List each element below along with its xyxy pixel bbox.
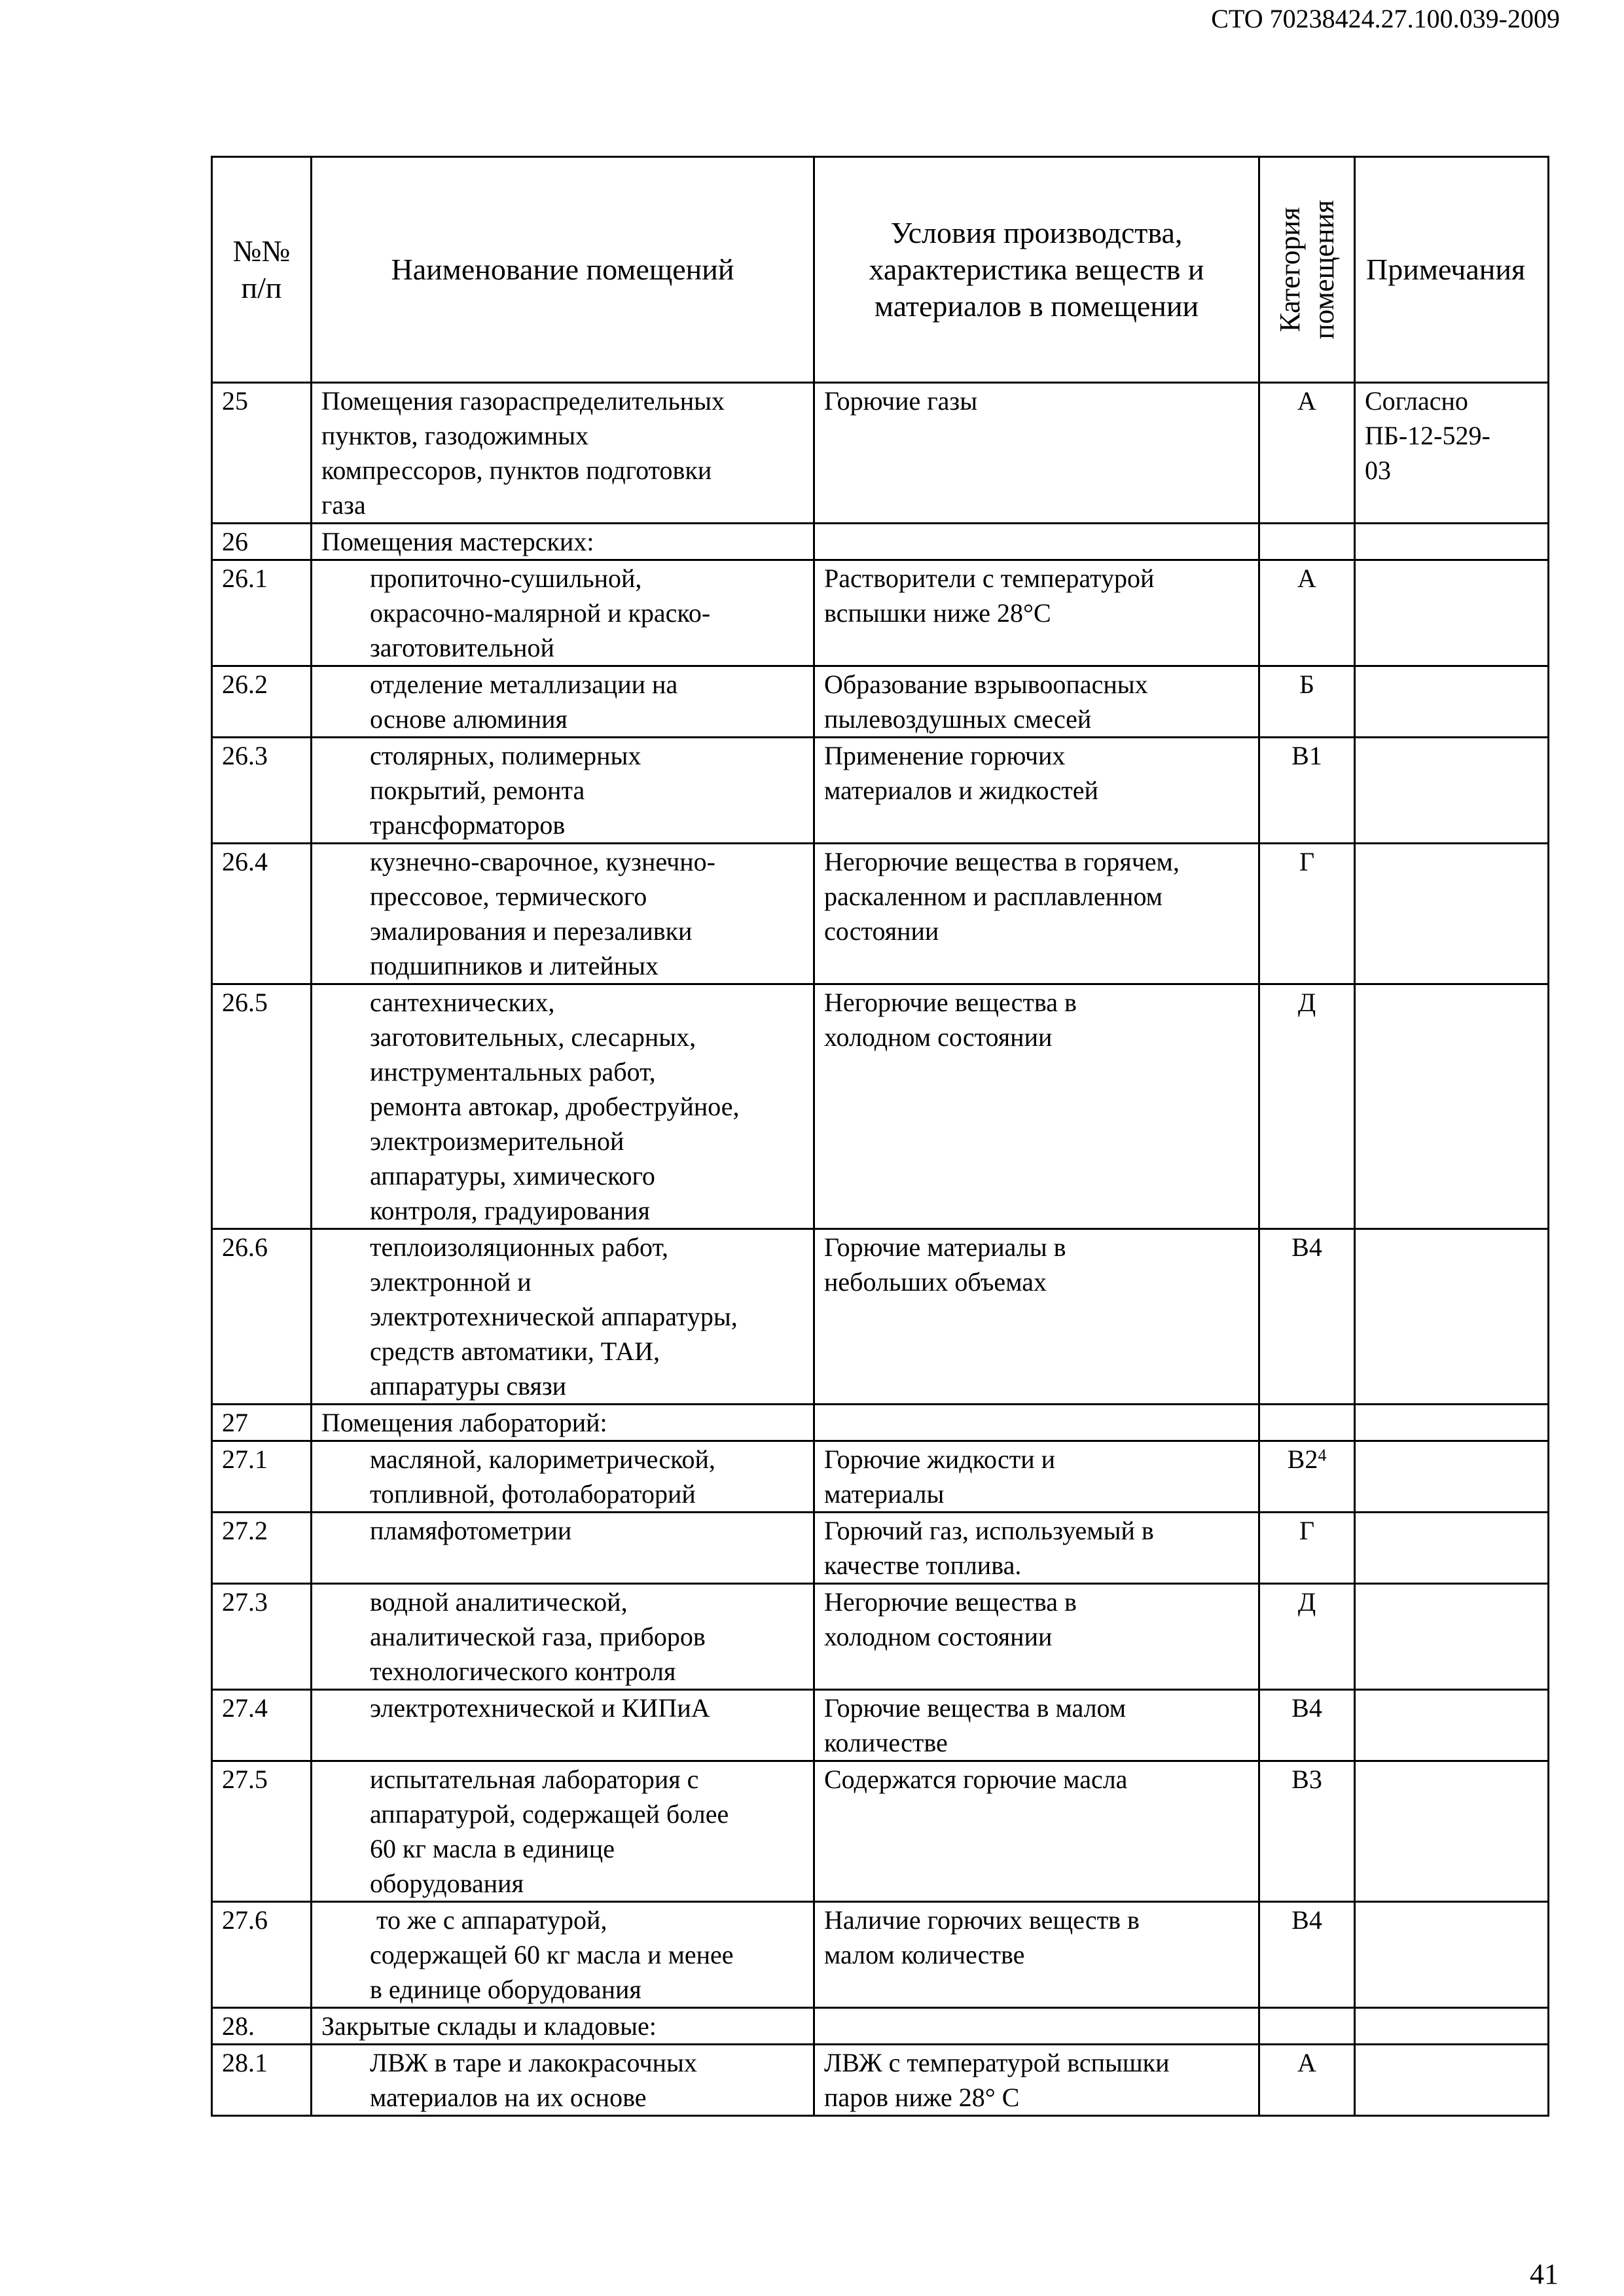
cell-num-text: 27.5: [222, 1765, 268, 1794]
header-category-text: Категория помещения: [1273, 200, 1340, 340]
cell-room-name: [312, 524, 814, 560]
cell-note: [1355, 1229, 1549, 1405]
cell-note: [1355, 844, 1549, 984]
cell-conditions-text: Растворители с температурой вспышки ниже 28°С: [824, 564, 1155, 628]
cell-conditions-text: Горючие газы: [824, 386, 978, 416]
cell-category: [1259, 383, 1355, 524]
cell-room-name-text: испытательная лаборатория с аппаратурой, содержащей более 60 кг масла в единице оборудования: [370, 1765, 729, 1898]
cell-category-text: В4: [1291, 1232, 1322, 1262]
cell-num: [212, 1405, 312, 1441]
table-row: [212, 1902, 1549, 2008]
cell-room-name-text: Закрытые склады и кладовые:: [321, 2011, 657, 2041]
header-notes: Примечания: [1355, 157, 1549, 383]
cell-room-name: [312, 1405, 814, 1441]
table-row: [212, 738, 1549, 844]
table-row: [212, 1441, 1549, 1513]
cell-category: [1259, 666, 1355, 738]
cell-note: [1355, 2045, 1549, 2116]
cell-room-name-text: теплоизоляционных работ, электронной и электротехнической аппаратуры, средств автоматики, ТАИ, аппаратуры связи: [370, 1232, 738, 1401]
category-superscript: 4: [1318, 1446, 1327, 1465]
table-row: [212, 1513, 1549, 1584]
cell-num: [212, 1584, 312, 1690]
cell-note: [1355, 2008, 1549, 2045]
cell-num-text: 26.4: [222, 847, 268, 876]
cell-room-name: [312, 1902, 814, 2008]
cell-num-text: 26.2: [222, 670, 268, 699]
cell-room-name: [312, 1441, 814, 1513]
cell-conditions: [814, 844, 1259, 984]
cell-category: [1259, 2008, 1355, 2045]
cell-num: [212, 844, 312, 984]
cell-note: [1355, 984, 1549, 1229]
cell-room-name-text: то же с аппаратурой, содержащей 60 кг масла и менее в единице оборудования: [370, 1905, 734, 2004]
cell-conditions: [814, 1441, 1259, 1513]
cell-num: [212, 1761, 312, 1902]
room-category-table: [211, 156, 1549, 2117]
header-category: [1259, 157, 1355, 383]
cell-room-name: [312, 984, 814, 1229]
cell-room-name-text: пропиточно-сушильной, окрасочно-малярной и краско- заготовительной: [370, 564, 711, 662]
cell-room-name-text: Помещения мастерских:: [321, 527, 594, 556]
table-row: [212, 2045, 1549, 2116]
cell-room-name-text: масляной, калориметрической, топливной, фотолабораторий: [370, 1444, 715, 1509]
cell-note: [1355, 1513, 1549, 1584]
table-row: [212, 1405, 1549, 1441]
cell-room-name: [312, 1513, 814, 1584]
cell-num-text: 26.5: [222, 988, 268, 1017]
cell-conditions: [814, 666, 1259, 738]
cell-category: [1259, 844, 1355, 984]
cell-note: [1355, 738, 1549, 844]
cell-conditions: [814, 984, 1259, 1229]
header-room-name: Наименование помещений: [312, 157, 814, 383]
header-conditions: Условия производства, характеристика веществ и материалов в помещении: [814, 157, 1259, 383]
cell-note: [1355, 1405, 1549, 1441]
cell-num: [212, 383, 312, 524]
table-row: [212, 2008, 1549, 2045]
cell-note: [1355, 1584, 1549, 1690]
page-number: 41: [1530, 2258, 1559, 2290]
cell-room-name-text: Помещения газораспределительных пунктов, газодожимных компрессоров, пунктов подготовки газа: [321, 386, 725, 520]
cell-category: [1259, 1761, 1355, 1902]
cell-category: [1259, 1405, 1355, 1441]
cell-note: [1355, 1761, 1549, 1902]
cell-room-name-text: электротехнической и КИПиА: [370, 1693, 710, 1723]
cell-conditions-text: Негорючие вещества в горячем, раскаленном и расплавленном состоянии: [824, 847, 1180, 946]
table-row: [212, 844, 1549, 984]
header-num: №№ п/п: [212, 157, 312, 383]
cell-conditions-text: Горючие жидкости и материалы: [824, 1444, 1056, 1509]
cell-conditions: [814, 1405, 1259, 1441]
cell-category: [1259, 1513, 1355, 1584]
cell-conditions: [814, 1902, 1259, 2008]
cell-room-name-text: пламяфотометрии: [370, 1516, 572, 1545]
cell-num-text: 25: [222, 386, 248, 416]
cell-num: [212, 1229, 312, 1405]
cell-room-name-text: ЛВЖ в таре и лакокрасочных материалов на их основе: [370, 2048, 697, 2112]
cell-note: [1355, 524, 1549, 560]
cell-num: [212, 984, 312, 1229]
cell-conditions-text: Образование взрывоопасных пылевоздушных смесей: [824, 670, 1148, 734]
table-row: [212, 1229, 1549, 1405]
cell-room-name: [312, 383, 814, 524]
cell-num: [212, 1441, 312, 1513]
cell-note: [1355, 1902, 1549, 2008]
cell-conditions: [814, 2008, 1259, 2045]
cell-conditions-text: Содержатся горючие масла: [824, 1765, 1128, 1794]
cell-num: [212, 2045, 312, 2116]
cell-category-text: А: [1297, 564, 1316, 593]
cell-conditions: [814, 383, 1259, 524]
cell-conditions-text: Наличие горючих веществ в малом количестве: [824, 1905, 1140, 1969]
cell-room-name: [312, 560, 814, 666]
cell-num-text: 26: [222, 527, 248, 556]
cell-category: [1259, 1441, 1355, 1513]
cell-category-text: Д: [1297, 988, 1316, 1017]
cell-num-text: 26.3: [222, 741, 268, 770]
cell-note: [1355, 666, 1549, 738]
cell-room-name-text: водной аналитической, аналитической газа, приборов технологического контроля: [370, 1587, 706, 1686]
table-row: [212, 1690, 1549, 1761]
cell-note: [1355, 1690, 1549, 1761]
cell-num-text: 27.2: [222, 1516, 268, 1545]
cell-room-name-text: отделение металлизации на основе алюминия: [370, 670, 678, 734]
cell-category: [1259, 984, 1355, 1229]
cell-note-text: Согласно ПБ-12-529- 03: [1365, 386, 1490, 485]
cell-conditions: [814, 524, 1259, 560]
table-header-row: [212, 157, 1549, 383]
cell-conditions-text: Горючие вещества в малом количестве: [824, 1693, 1127, 1757]
cell-num: [212, 2008, 312, 2045]
cell-num-text: 26.1: [222, 564, 268, 593]
cell-num: [212, 1902, 312, 2008]
cell-conditions-text: ЛВЖ с температурой вспышки паров ниже 28° С: [824, 2048, 1170, 2112]
cell-category: [1259, 1690, 1355, 1761]
cell-num-text: 27.3: [222, 1587, 268, 1617]
cell-conditions: [814, 738, 1259, 844]
document-code: СТО 70238424.27.100.039-2009: [1211, 4, 1560, 33]
table-row: [212, 560, 1549, 666]
cell-category-text: А: [1297, 386, 1316, 416]
cell-conditions-text: Применение горючих материалов и жидкостей: [824, 741, 1098, 805]
cell-note: [1355, 1441, 1549, 1513]
cell-room-name: [312, 2008, 814, 2045]
table-row: [212, 984, 1549, 1229]
cell-num-text: 26.6: [222, 1232, 268, 1262]
cell-room-name: [312, 1761, 814, 1902]
cell-room-name-text: Помещения лабораторий:: [321, 1408, 607, 1437]
cell-room-name: [312, 1584, 814, 1690]
cell-conditions-text: Горючие материалы в небольших объемах: [824, 1232, 1066, 1297]
cell-conditions: [814, 1513, 1259, 1584]
cell-room-name: [312, 1690, 814, 1761]
cell-note: [1355, 383, 1549, 524]
cell-num: [212, 738, 312, 844]
cell-category-text: В2: [1287, 1444, 1318, 1474]
cell-num-text: 27.1: [222, 1444, 268, 1474]
cell-category: [1259, 1584, 1355, 1690]
cell-num: [212, 560, 312, 666]
cell-num: [212, 666, 312, 738]
cell-conditions: [814, 1690, 1259, 1761]
cell-conditions-text: Негорючие вещества в холодном состоянии: [824, 988, 1077, 1052]
table-row: [212, 1584, 1549, 1690]
cell-num: [212, 524, 312, 560]
cell-conditions-text: Горючий газ, используемый в качестве топлива.: [824, 1516, 1154, 1580]
cell-category: [1259, 524, 1355, 560]
cell-conditions: [814, 2045, 1259, 2116]
cell-room-name-text: столярных, полимерных покрытий, ремонта трансформаторов: [370, 741, 641, 840]
cell-conditions: [814, 560, 1259, 666]
cell-conditions: [814, 1229, 1259, 1405]
table-row: [212, 383, 1549, 524]
table-row: [212, 666, 1549, 738]
cell-num-text: 27.4: [222, 1693, 268, 1723]
table-row: [212, 1761, 1549, 1902]
cell-room-name: [312, 666, 814, 738]
cell-category: [1259, 560, 1355, 666]
cell-room-name-text: сантехнических, заготовительных, слесарных, инструментальных работ, ремонта автокар, дробеструйное, электроизмерительной аппаратуры, химического контроля, градуирования: [370, 988, 740, 1225]
cell-category-text: А: [1297, 2048, 1316, 2077]
cell-category-text: В4: [1291, 1693, 1322, 1723]
cell-room-name: [312, 738, 814, 844]
cell-conditions-text: Негорючие вещества в холодном состоянии: [824, 1587, 1077, 1651]
cell-category-text: Д: [1297, 1587, 1316, 1617]
cell-room-name: [312, 844, 814, 984]
cell-category-text: Б: [1299, 670, 1314, 699]
cell-category: [1259, 738, 1355, 844]
cell-category-text: В4: [1291, 1905, 1322, 1935]
cell-num-text: 28.1: [222, 2048, 268, 2077]
cell-num-text: 27.6: [222, 1905, 268, 1935]
cell-num-text: 27: [222, 1408, 248, 1437]
cell-num: [212, 1513, 312, 1584]
cell-note: [1355, 560, 1549, 666]
cell-category-text: В3: [1291, 1765, 1322, 1794]
cell-category-text: Г: [1299, 1516, 1315, 1545]
cell-category-text: В1: [1291, 741, 1322, 770]
cell-category: [1259, 2045, 1355, 2116]
cell-room-name: [312, 1229, 814, 1405]
cell-num: [212, 1690, 312, 1761]
table-row: [212, 524, 1549, 560]
cell-conditions: [814, 1761, 1259, 1902]
cell-category: [1259, 1902, 1355, 2008]
cell-room-name: [312, 2045, 814, 2116]
cell-conditions: [814, 1584, 1259, 1690]
cell-num-text: 28.: [222, 2011, 255, 2041]
cell-category-text: Г: [1299, 847, 1315, 876]
table-body: [212, 383, 1549, 2116]
cell-category: [1259, 1229, 1355, 1405]
cell-room-name-text: кузнечно-сварочное, кузнечно- прессовое, термического эмалирования и перезаливки подшипников и литейных: [370, 847, 715, 980]
